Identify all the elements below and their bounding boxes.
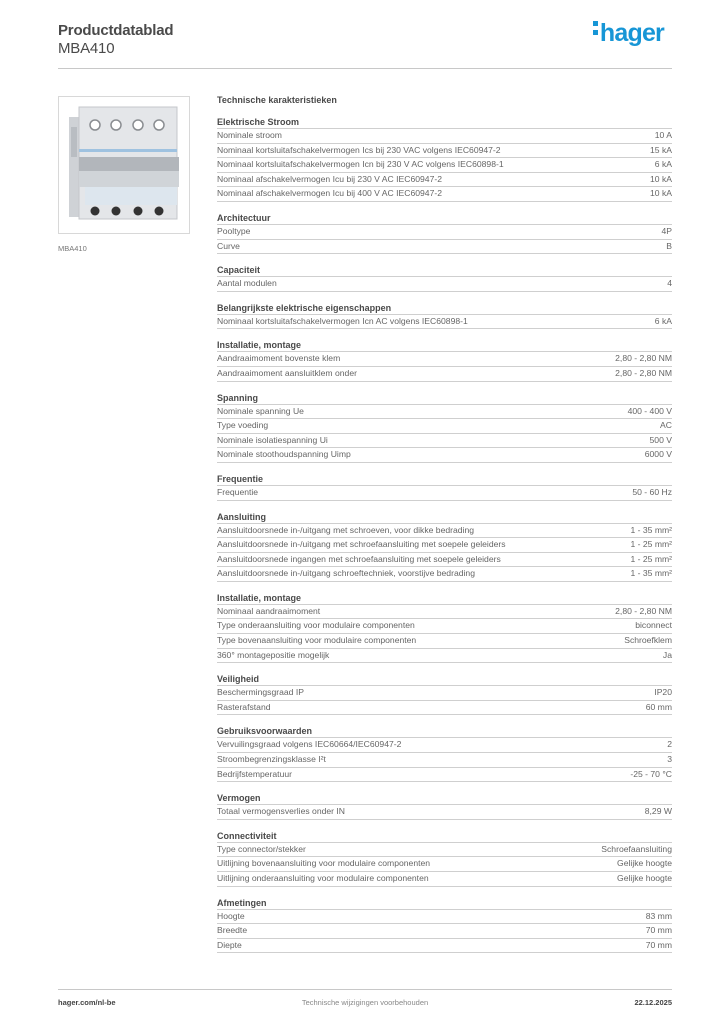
- spec-section: [217, 116, 672, 202]
- spec-label: Hoogte: [217, 910, 245, 921]
- page-header: [58, 19, 672, 70]
- spec-label: Aandraaimoment aansluitklem onder: [217, 367, 357, 378]
- spec-label: 360° montagepositie mogelijk: [217, 649, 330, 660]
- spec-label: Aandraaimoment bovenste klem: [217, 353, 341, 364]
- spec-value: 4: [667, 278, 672, 289]
- spec-row: [217, 753, 672, 768]
- spec-value: 60 mm: [645, 701, 672, 712]
- spec-value: 6 kA: [654, 159, 672, 170]
- spec-value: 83 mm: [645, 910, 672, 921]
- spec-label: Nominale isolatiespanning Ui: [217, 434, 328, 445]
- specifications: [217, 95, 672, 953]
- spec-label: Totaal vermogensverlies onder IN: [217, 806, 346, 817]
- spec-row: [217, 538, 672, 553]
- spec-row: [217, 367, 672, 382]
- spec-label: Aansluitdoorsnede in-/uitgang schroeftechniek, voorstijve bedrading: [217, 568, 475, 579]
- spec-label: Diepte: [217, 939, 242, 950]
- spec-value: biconnect: [635, 620, 672, 631]
- spec-value: 10 kA: [650, 188, 672, 199]
- logo-text: hager: [599, 19, 664, 47]
- spec-value: Ja: [662, 649, 672, 660]
- spec-label: Nominaal afschakelvermogen Icu bij 230 V AC IEC60947-2: [217, 173, 442, 184]
- spec-value: 4P: [661, 225, 672, 236]
- spec-label: Beschermingsgraad IP: [217, 687, 304, 698]
- section-title: Gebruiksvoorwaarden: [217, 725, 672, 738]
- spec-label: Nominaal kortsluitafschakelvermogen Icn AC volgens IEC60898-1: [217, 315, 468, 326]
- spec-label: Type onderaansluiting voor modulaire componenten: [217, 620, 415, 631]
- spec-value: 6 kA: [654, 315, 672, 326]
- spec-label: Nominaal afschakelvermogen Icu bij 400 V AC IEC60947-2: [217, 188, 442, 199]
- spec-label: Frequentie: [217, 486, 259, 497]
- spec-section: [217, 673, 672, 715]
- section-title: Belangrijkste elektrische eigenschappen: [217, 302, 672, 315]
- spec-value: 1 - 25 mm²: [630, 553, 672, 564]
- spec-section: [217, 339, 672, 381]
- spec-row: [217, 768, 672, 783]
- spec-row: [217, 619, 672, 634]
- spec-value: 400 - 400 V: [627, 405, 672, 416]
- specification-sections: [217, 116, 672, 953]
- spec-value: 500 V: [649, 434, 672, 445]
- spec-row: [217, 843, 672, 858]
- spec-value: 70 mm: [645, 939, 672, 950]
- spec-section: [217, 473, 672, 501]
- spec-row: [217, 605, 672, 620]
- spec-row: [217, 686, 672, 701]
- spec-value: 15 kA: [650, 144, 672, 155]
- spec-row: [217, 857, 672, 872]
- spec-value: AC: [660, 420, 672, 431]
- spec-row: [217, 434, 672, 449]
- spec-value: 6000 V: [644, 449, 672, 460]
- spec-label: Uitlijning onderaansluiting voor modulaire componenten: [217, 873, 429, 883]
- spec-label: Nominale stoothoudspanning Uimp: [217, 449, 351, 460]
- spec-value: 1 - 35 mm²: [630, 524, 672, 535]
- spec-row: [217, 805, 672, 820]
- product-image-caption: MBA410: [58, 244, 87, 253]
- section-title: Aansluiting: [217, 511, 672, 524]
- spec-section: [217, 264, 672, 292]
- spec-value: 1 - 35 mm²: [630, 568, 672, 579]
- spec-label: Rasterafstand: [217, 701, 271, 712]
- spec-row: [217, 187, 672, 202]
- section-title: Spanning: [217, 392, 672, 405]
- spec-row: [217, 419, 672, 434]
- spec-label: Breedte: [217, 925, 248, 936]
- spec-label: Nominaal kortsluitafschakelvermogen Ics bij 230 VAC volgens IEC60947-2: [217, 144, 501, 155]
- spec-row: [217, 872, 672, 887]
- spec-row: [217, 277, 672, 292]
- spec-row: [217, 240, 672, 255]
- spec-value: 1 - 25 mm²: [630, 539, 672, 550]
- spec-label: Aansluitdoorsnede in-/uitgang met schroeven, voor dikke bedrading: [217, 524, 475, 535]
- section-title: Vermogen: [217, 792, 672, 805]
- spec-value: Schroefaansluiting: [601, 843, 672, 854]
- section-title: Installatie, montage: [217, 339, 672, 352]
- spec-value: 10 kA: [650, 173, 672, 184]
- spec-value: Gelijke hoogte: [617, 858, 672, 869]
- spec-label: Aantal modulen: [217, 278, 277, 289]
- spec-section: [217, 392, 672, 463]
- spec-row: [217, 173, 672, 188]
- spec-value: B: [666, 240, 672, 251]
- spec-label: Vervuilingsgraad volgens IEC60664/IEC60947-2: [217, 739, 402, 750]
- spec-row: [217, 315, 672, 330]
- spec-label: Bedrijfstemperatuur: [217, 768, 292, 779]
- footer-website-link[interactable]: hager.com/nl-be: [58, 998, 116, 1007]
- spec-label: Nominaal aandraaimoment: [217, 605, 321, 616]
- spec-label: Curve: [217, 240, 240, 251]
- section-title: Afmetingen: [217, 897, 672, 910]
- spec-row: [217, 939, 672, 954]
- section-title: Veiligheid: [217, 673, 672, 686]
- spec-label: Nominale spanning Ue: [217, 405, 304, 416]
- spec-row: [217, 352, 672, 367]
- spec-label: Pooltype: [217, 225, 251, 236]
- spec-label: Type connector/stekker: [217, 843, 306, 854]
- header-divider: [58, 68, 672, 69]
- spec-value: 2,80 - 2,80 NM: [615, 605, 672, 616]
- spec-row: [217, 225, 672, 240]
- spec-row: [217, 144, 672, 159]
- circuit-breaker-icon: [59, 97, 189, 233]
- footer-divider: [58, 989, 672, 990]
- spec-row: [217, 524, 672, 539]
- spec-value: IP20: [654, 687, 672, 698]
- spec-section: [217, 725, 672, 782]
- spec-label: Stroombegrenzingsklasse I²t: [217, 754, 326, 765]
- hager-logo: [593, 19, 664, 48]
- spec-section: [217, 897, 672, 954]
- spec-value: 70 mm: [645, 925, 672, 936]
- spec-value: 2: [667, 739, 672, 750]
- spec-value: 10 A: [654, 130, 672, 140]
- spec-value: 8,29 W: [644, 806, 672, 817]
- section-title: Elektrische Stroom: [217, 116, 672, 129]
- spec-row: [217, 910, 672, 925]
- spec-section: [217, 830, 672, 887]
- spec-label: Type bovenaansluiting voor modulaire componenten: [217, 635, 417, 646]
- logo-colon-icon: [593, 21, 600, 39]
- section-title: Frequentie: [217, 473, 672, 486]
- spec-section: [217, 511, 672, 582]
- spec-row: [217, 634, 672, 649]
- spec-value: 2,80 - 2,80 NM: [615, 367, 672, 378]
- spec-label: Nominaal kortsluitafschakelvermogen Icn bij 230 V AC volgens IEC60898-1: [217, 159, 504, 170]
- section-title: Architectuur: [217, 212, 672, 225]
- spec-row: [217, 567, 672, 582]
- spec-value: 50 - 60 Hz: [632, 486, 672, 497]
- product-code: MBA410: [58, 40, 115, 57]
- spec-row: [217, 129, 672, 144]
- document-title: Productdatablad: [58, 22, 174, 39]
- footer-disclaimer: Technische wijzigingen voorbehouden: [301, 998, 429, 1007]
- product-image: [58, 96, 190, 234]
- footer-date: 22.12.2025: [634, 998, 672, 1007]
- spec-row: [217, 738, 672, 753]
- spec-label: Type voeding: [217, 420, 269, 431]
- spec-value: Gelijke hoogte: [617, 873, 672, 883]
- spec-row: [217, 405, 672, 420]
- spec-label: Aansluitdoorsnede ingangen met schroefaansluiting met soepele geleiders: [217, 553, 501, 564]
- spec-value: Schroefklem: [624, 635, 672, 646]
- spec-label: Nominale stroom: [217, 130, 282, 140]
- spec-row: [217, 924, 672, 939]
- spec-section: [217, 592, 672, 663]
- section-title: Capaciteit: [217, 264, 672, 277]
- spec-label: Aansluitdoorsnede in-/uitgang met schroefaansluiting met soepele geleiders: [217, 539, 506, 550]
- specifications-heading: Technische karakteristieken: [217, 95, 337, 105]
- spec-row: [217, 553, 672, 568]
- section-title: Connectiviteit: [217, 830, 672, 843]
- spec-section: [217, 212, 672, 254]
- spec-value: 3: [667, 754, 672, 765]
- spec-value: -25 - 70 °C: [630, 768, 672, 779]
- spec-label: Uitlijning bovenaansluiting voor modulaire componenten: [217, 858, 431, 869]
- spec-row: [217, 486, 672, 501]
- spec-value: 2,80 - 2,80 NM: [615, 353, 672, 364]
- spec-row: [217, 701, 672, 716]
- spec-row: [217, 158, 672, 173]
- spec-section: [217, 792, 672, 820]
- spec-section: [217, 302, 672, 330]
- spec-row: [217, 649, 672, 664]
- spec-row: [217, 448, 672, 463]
- section-title: Installatie, montage: [217, 592, 672, 605]
